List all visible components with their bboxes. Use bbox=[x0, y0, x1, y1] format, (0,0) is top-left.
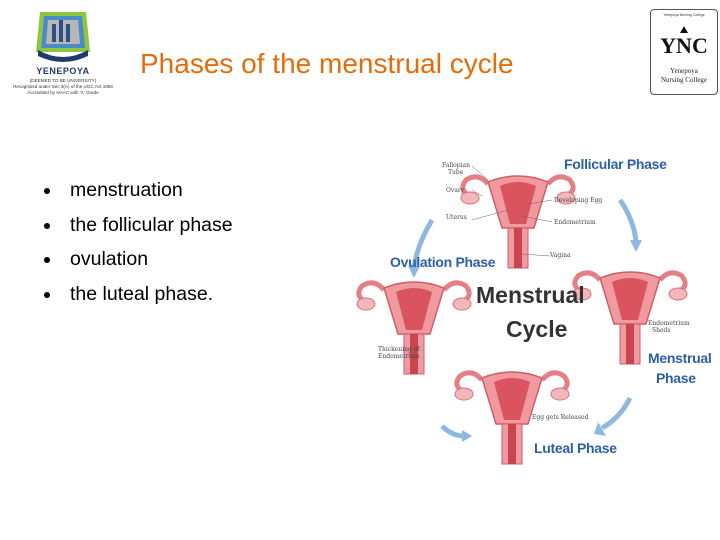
label-developing-egg: Developing Egg bbox=[554, 197, 603, 204]
logo-subtitle-2: Recognised under Sec 3(A) of the UGC Act 1956 bbox=[13, 84, 113, 89]
yenepoya-nursing-college-logo bbox=[650, 9, 718, 95]
label-uterus: Uterus bbox=[446, 214, 467, 221]
menstrual-phase-label-1: Menstrual bbox=[648, 350, 712, 366]
ync-monogram-icon bbox=[660, 23, 708, 63]
diagram-center-title-1: Menstrual bbox=[476, 282, 585, 308]
yenepoya-university-logo bbox=[6, 4, 120, 110]
menstrual-cycle-diagram bbox=[372, 150, 712, 460]
label-thickening-1: Thickening of bbox=[378, 346, 420, 353]
logo-right-top-text: Yenepoya Nursing College bbox=[663, 13, 705, 17]
slide: YENEPOYA (DEEMED TO BE UNIVERSITY) Recognised under Sec 3(A) of the UGC Act 1956 Accredited by NAAC with 'A' Grade Phases of the menstrual cycle Yenepoya Nursing College YNC Yenepoya Nursing College menstruation the follicular phase ovulation the luteal phase. Menstrual Cycle Follicular Phase Ovulation Phase Menstrual Phase Luteal Phase Fallopian Tube Ovary Uterus Developing Egg Endometrium Vagina Thickening of Endometrium Endometrium Sheds Egg gets Released bbox=[0, 0, 720, 540]
menstrual-phase-label-2: Phase bbox=[656, 370, 696, 386]
label-endometrium-shed-2: Sheds bbox=[652, 327, 671, 334]
svg-text:YNC: YNC bbox=[660, 33, 708, 58]
logo-subtitle-3: Accredited by NAAC with 'A' Grade bbox=[27, 90, 99, 95]
bullet-dot-icon bbox=[44, 257, 50, 263]
slide-title: Phases of the menstrual cycle bbox=[140, 48, 514, 79]
diagram-center-title-2: Cycle bbox=[506, 316, 568, 342]
label-endometrium-shed-1: Endometrium bbox=[648, 320, 690, 327]
label-fallopian-1: Fallopian bbox=[442, 162, 470, 169]
logo-brand-name: YENEPOYA bbox=[36, 66, 90, 76]
yenepoya-emblem-icon bbox=[30, 6, 96, 66]
label-fallopian-2: Tube bbox=[448, 169, 464, 176]
follicular-phase-label: Follicular Phase bbox=[564, 156, 667, 172]
logo-right-name-1: Yenepoya bbox=[670, 67, 698, 75]
luteal-phase-label: Luteal Phase bbox=[534, 440, 617, 456]
bullet-dot-icon bbox=[44, 223, 50, 229]
label-endometrium: Endometrium bbox=[554, 219, 596, 226]
label-egg-released: Egg gets Released bbox=[532, 414, 589, 421]
label-thickening-2: Endometrium bbox=[378, 353, 420, 360]
label-vagina: Vagina bbox=[550, 252, 571, 259]
ovulation-phase-label: Ovulation Phase bbox=[390, 254, 496, 270]
logo-subtitle-1: (DEEMED TO BE UNIVERSITY) bbox=[29, 78, 97, 83]
logo-right-name-2: Nursing College bbox=[660, 76, 708, 84]
label-ovary: Ovary bbox=[446, 187, 465, 194]
bullet-dot-icon bbox=[44, 292, 50, 298]
bullet-dot-icon bbox=[44, 188, 50, 194]
